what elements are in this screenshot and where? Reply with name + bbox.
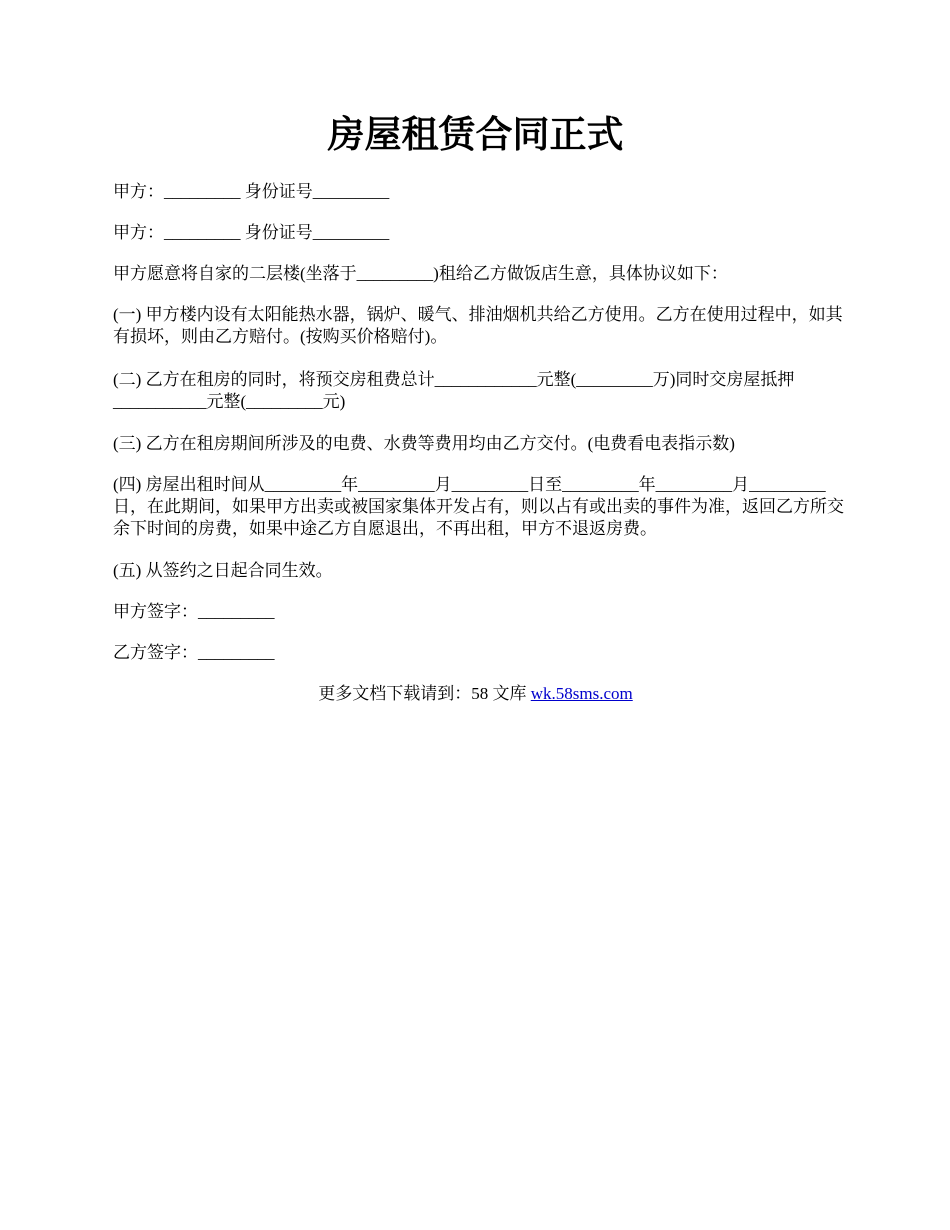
clause-1: (一) 甲方楼内设有太阳能热水器，锅炉、暖气、排油烟机共给乙方使用。乙方在使用过程中，如其有损坏，则由乙方赔付。(按购买价格赔付)。 <box>113 305 843 346</box>
signature-party-b: 乙方签字：_________ <box>113 643 275 662</box>
footer-link[interactable]: wk.58sms.com <box>530 684 633 703</box>
footer-text: 更多文档下载请到：58 文库 <box>318 684 531 703</box>
clause-2: (二) 乙方在租房的同时，将预交房租费总计____________元整(_________万)同时交房屋抵押___________元整(_________元) <box>113 370 795 411</box>
footer <box>113 683 838 705</box>
party-a-line-1: 甲方：_________ 身份证号_________ <box>113 182 390 201</box>
intro-paragraph: 甲方愿意将自家的二层楼(坐落于_________)租给乙方做饭店生意，具体协议如下： <box>113 264 728 283</box>
party-a-line-2: 甲方：_________ 身份证号_________ <box>113 223 390 242</box>
clause-5: (五) 从签约之日起合同生效。 <box>113 561 333 580</box>
document-title: 房屋租赁合同正式 <box>327 115 624 156</box>
clause-3: (三) 乙方在租房期间所涉及的电费、水费等费用均由乙方交付。(电费看电表指示数) <box>113 434 735 453</box>
signature-party-a: 甲方签字：_________ <box>113 602 275 621</box>
clause-4: (四) 房屋出租时间从_________年_________月_________日至_________年_________月_________日，在此期间，如果甲方出卖或被国家集体开发占有，则以占有或出卖的事件为准，返回乙方所交余下时间的房费，如果中途乙方自愿退出，不再出租，甲方不退返房费。 <box>113 475 844 538</box>
